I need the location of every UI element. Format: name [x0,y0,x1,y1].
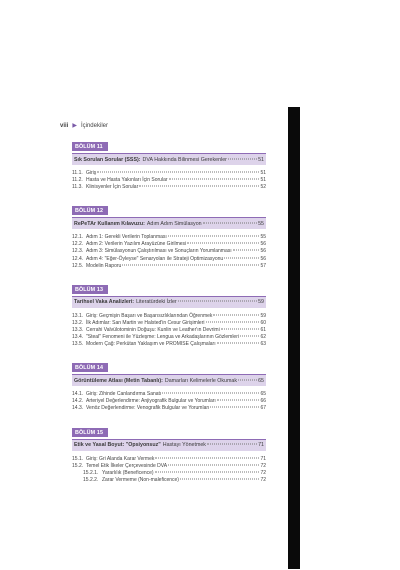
entry-list [72,234,266,269]
chapter-title-bar[interactable] [72,217,266,229]
dot-leader [217,343,260,344]
entry-page-number: 72 [260,469,266,476]
entry-page-number: 72 [260,462,266,469]
dot-leader [203,222,257,223]
entry-page-number: 55 [260,234,266,241]
page-number: viii [60,122,69,129]
dot-leader [178,301,257,302]
entry-number: 14.1. [72,391,84,398]
chapter-tag: BÖLÜM 11 [72,142,108,151]
entry-page-number: 62 [260,334,266,341]
entry-title: İlk Adımlar: San Martin ve Halsted'in Cesur Girişimleri [86,319,205,326]
running-head [60,122,108,129]
entry-title: "Steal" Fenomeni ile Yüzleşme: Lengua ve Arkadaşlarının Gözlemleri [86,334,239,341]
dot-leader [162,393,259,394]
chapter-title-subtitle: Literatürdeki İzler [136,299,177,306]
chapter-section [72,199,266,269]
dot-leader [228,158,257,159]
chapter-title-subtitle: DVA Hakkında Bilinmesi Gerekenler [142,156,227,163]
dot-leader [207,444,257,445]
entry-title: Zarar Vermeme (Non-maleficence) [102,476,179,483]
toc-entry[interactable] [72,263,266,270]
entry-title: Adım 1: Gerekli Verilerin Toplanması [86,234,167,241]
entry-list [72,456,266,484]
chapter-title-bar[interactable] [72,296,266,308]
toc-entry[interactable] [72,234,266,241]
dot-leader [238,379,257,380]
entry-number: 13.4. [72,334,84,341]
entry-title: Adım 2: Verilerin Yazılım Arayüzüne Girilmesi [86,241,187,248]
entry-title: Temel Etik İlkeler Çerçevesinde DVA [86,462,168,469]
table-of-contents [72,135,266,492]
chapter-title-subtitle: Hastayı Yönetmek [162,442,206,448]
chapter-tag: BÖLÜM 14 [72,363,108,372]
toc-entry[interactable] [72,256,266,263]
entry-title: Yararlılık (Beneficence) [102,469,154,476]
dot-leader [169,179,260,180]
entry-number: 12.3. [72,248,84,255]
entry-number: 13.1. [72,312,84,319]
entry-number: 14.2. [72,398,84,405]
entry-title: Giriş: Zihinde Canlandırma Sanatı [86,391,162,398]
chapter-page-number: 55 [258,220,264,227]
chapter-page-number: 71 [258,442,264,448]
entry-title: Hasta ve Hasta Yakınları İçin Sorular [86,177,168,184]
entry-number: 12.5. [72,262,84,269]
entry-page-number: 51 [260,170,266,176]
entry-page-number: 66 [260,398,266,405]
entry-title: Modelin Raporu [86,262,122,269]
entry-title: Cerrahi Valvülotominin Doğuşu: Kunlin ve Leather'ın Devrimi [86,326,220,333]
entry-page-number: 59 [260,312,266,319]
entry-number: 13.3. [72,326,84,333]
toc-entry[interactable] [72,398,266,405]
dot-leader [240,336,259,337]
dot-leader [217,400,260,401]
toc-entry[interactable] [72,463,266,470]
chapter-title-bold: Etik ve Yasal Boyut: "Opsiyonsuz" [74,442,161,448]
entry-number: 13.5. [72,341,84,348]
entry-number: 15.1. [72,455,84,462]
entry-number: 12.2. [72,241,84,248]
chapter-tag: BÖLÜM 13 [72,285,108,294]
dot-leader [210,407,259,408]
entry-number: 15.2. [72,462,84,469]
entry-page-number: 60 [260,319,266,326]
chapter-title-subtitle: Damarları Kelimelerle Okumak [164,377,237,384]
entry-title: Arteriyel Değerlendirme: Anjiyografik Bulgular ve Yorumları [86,398,216,405]
dot-leader [206,321,260,322]
entry-title: Adım 4: "Eğer-Öyleyse" Senaryoları ile Strateji Optimizasyonu [86,255,224,262]
toc-entry[interactable] [72,391,266,398]
dot-leader [187,243,259,244]
toc-entry[interactable] [72,470,266,477]
arrow-right-icon: ▶ [72,123,77,129]
entry-page-number: 67 [260,405,266,412]
dot-leader [221,328,260,329]
entry-number: 13.2. [72,319,84,326]
entry-number: 11.1. [72,170,83,176]
entry-page-number: 63 [260,341,266,348]
dot-leader [155,471,260,472]
entry-title: Klinisyenler İçin Sorular [86,184,139,191]
toc-entry[interactable] [72,184,266,191]
dot-leader [97,172,259,173]
entry-list [72,391,266,412]
entry-page-number: 52 [260,184,266,191]
entry-page-number: 72 [260,476,266,483]
chapter-title-bar[interactable] [72,439,266,451]
chapter-title-bold: Görüntüleme Atlası (Metin Tabanlı): [74,377,163,384]
entry-title: Giriş: Geçmişin Başarı ve Başarısızlıklarından Öğrenmek [86,312,213,319]
chapter-section [72,135,266,191]
chapter-tag: BÖLÜM 12 [72,206,108,215]
dot-leader [139,186,259,187]
entry-page-number: 56 [260,241,266,248]
toc-entry[interactable] [72,327,266,334]
chapter-title-bar[interactable] [72,374,266,386]
dot-leader [213,314,259,315]
chapter-page-number: 59 [258,299,264,306]
toc-entry[interactable] [72,241,266,248]
entry-page-number: 56 [260,248,266,255]
entry-number: 12.1. [72,234,84,241]
entry-number: 11.2. [72,177,83,184]
entry-page-number: 65 [260,391,266,398]
entry-number: 11.3. [72,184,83,191]
chapter-section [72,421,266,484]
entry-list [72,170,266,191]
dot-leader [224,257,259,258]
entry-title: Adım 3: Simülasyonun Çalıştırılması ve Sonuçların Yorumlanması [86,248,232,255]
chapter-title-bold: Tarihsel Vaka Analizleri: [74,299,135,306]
entry-page-number: 57 [260,262,266,269]
entry-title: Venöz Değerlendirme: Venografik Bulgular ve Yorumları [86,405,210,412]
entry-page-number: 71 [260,455,266,462]
running-head-title: İçindekiler [80,122,108,129]
dot-leader [122,264,259,265]
dot-leader [168,464,259,465]
entry-title: Giriş [86,170,97,176]
toc-entry[interactable] [72,341,266,348]
entry-title: Modern Çağ: Perkütan Yaklaşım ve PROMISE Çalışmaları [86,341,216,348]
toc-entry[interactable] [72,334,266,341]
dot-leader [180,478,259,479]
dot-leader [233,250,260,251]
chapter-tag: BÖLÜM 15 [72,428,108,437]
toc-entry[interactable] [72,320,266,327]
entry-number: 14.3. [72,405,84,412]
chapter-title-bold: RePeTAr Kullanım Kılavuzu: [74,220,145,227]
entry-page-number: 61 [260,326,266,333]
entry-page-number: 51 [260,177,266,184]
chapter-title-bold: Sık Sorulan Sorular (SSS): [74,156,141,163]
chapter-title-subtitle: Adım Adım Simülasyon [146,220,202,227]
entry-number: 15.2.1. [83,469,99,476]
dot-leader [168,236,260,237]
chapter-page-number: 65 [258,377,264,384]
chapter-section [72,356,266,412]
entry-title: Giriş: Gri Alanda Karar Vermek [86,455,155,462]
entry-number: 15.2.2. [83,476,99,483]
entry-number: 12.4. [72,255,84,262]
chapter-title-bar[interactable] [72,153,266,165]
toc-entry[interactable] [72,405,266,412]
toc-entry[interactable] [72,477,266,484]
toc-entry[interactable] [72,313,266,320]
toc-entry[interactable] [72,456,266,463]
dot-leader [155,457,259,458]
toc-entry[interactable] [72,248,266,255]
black-side-bar [288,107,300,569]
chapter-section [72,278,266,348]
entry-page-number: 56 [260,255,266,262]
entry-list [72,313,266,348]
chapter-page-number: 51 [258,156,264,163]
